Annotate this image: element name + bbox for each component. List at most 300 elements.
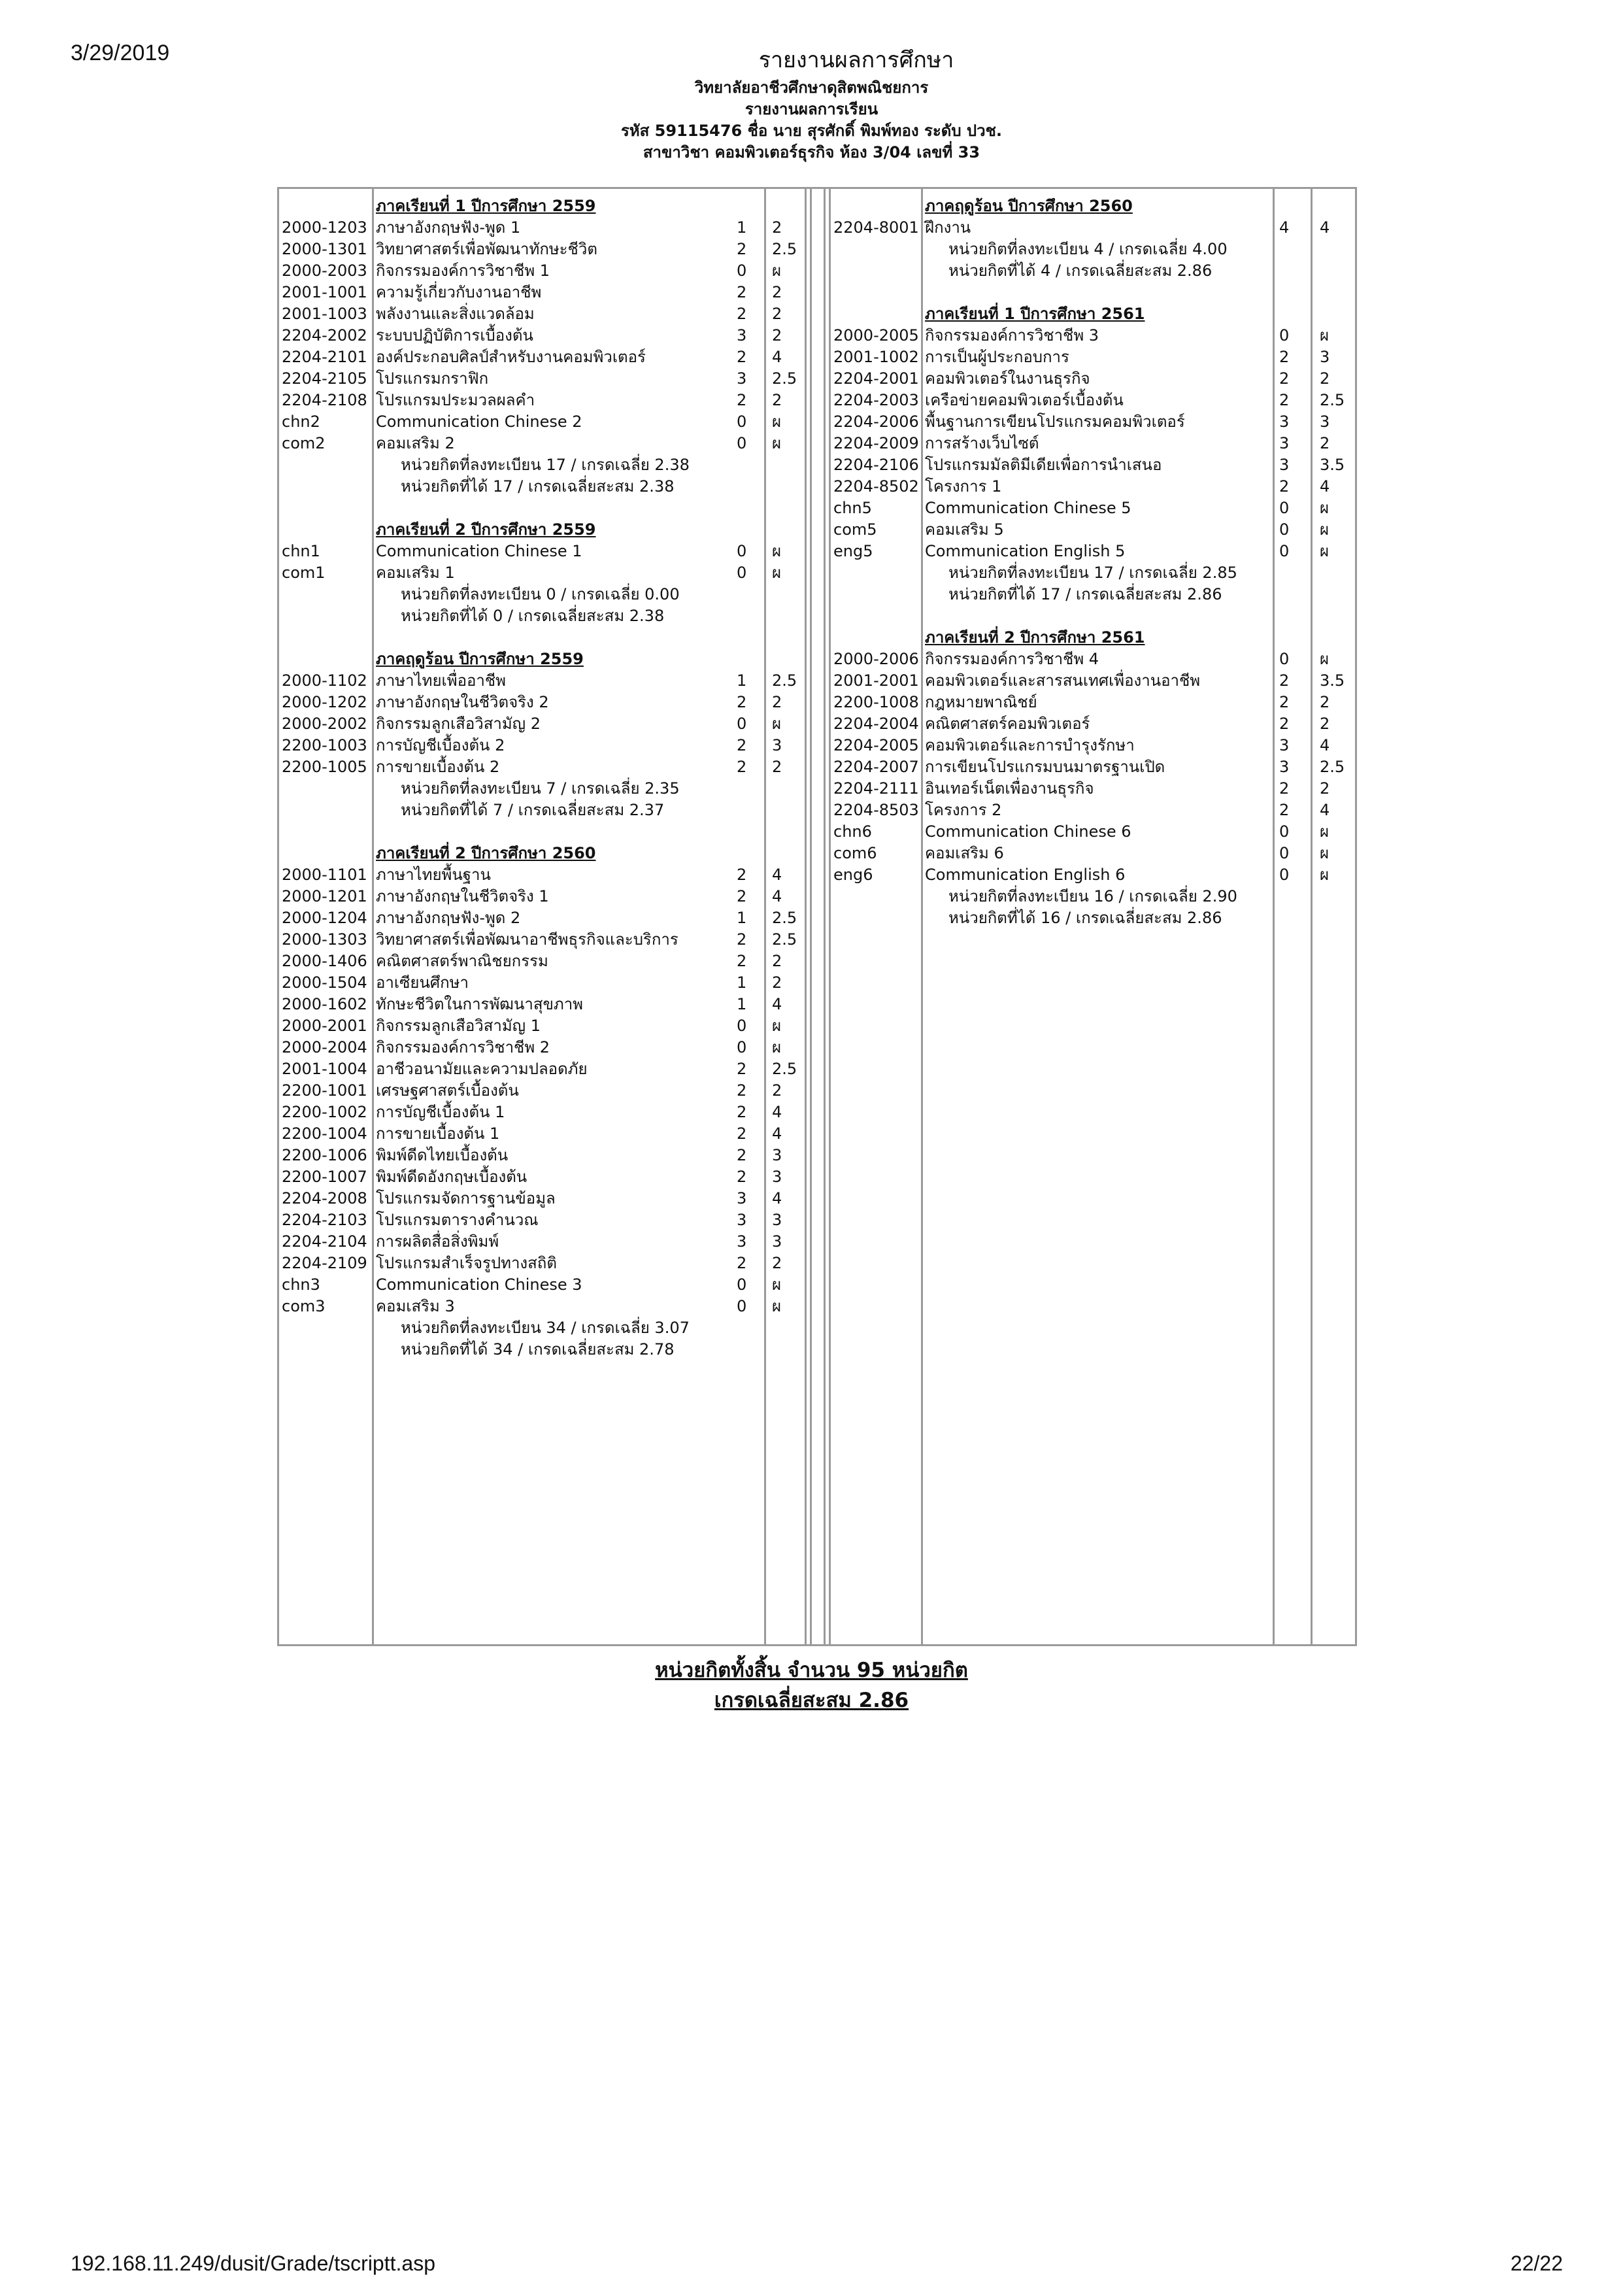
course-credit: 3 — [737, 1211, 747, 1229]
course-code: com5 — [833, 520, 877, 539]
major-info: สาขาวิชา คอมพิวเตอร์ธุรกิจ ห้อง 3/04 เลขที่ 33 — [643, 143, 980, 161]
course-grade: ผ — [772, 1275, 782, 1294]
course-code: 2204-2001 — [833, 369, 919, 388]
course-code: 2001-2001 — [833, 671, 919, 690]
course-name: กิจกรรมลูกเสือวิสามัญ 1 — [376, 1017, 541, 1035]
table-row — [279, 929, 1355, 951]
course-name: กิจกรรมองค์การวิชาชีพ 3 — [925, 326, 1099, 345]
table-row — [279, 303, 1355, 325]
table-row — [279, 994, 1355, 1015]
table-row — [279, 692, 1355, 713]
course-credit: 0 — [737, 1017, 747, 1035]
course-code: chn1 — [282, 542, 320, 560]
course-code: 2200-1004 — [282, 1124, 367, 1143]
table-row — [279, 476, 1355, 498]
course-grade: ผ — [1320, 499, 1330, 517]
course-name: คอมเสริม 1 — [376, 564, 455, 582]
course-grade: ผ — [772, 262, 782, 280]
course-grade: ผ — [1320, 844, 1330, 862]
course-grade: 2.5 — [772, 1060, 797, 1078]
table-row — [279, 1231, 1355, 1253]
course-grade: 2.5 — [772, 909, 797, 927]
course-code: 2001-1003 — [282, 305, 367, 323]
table-row — [279, 843, 1355, 864]
course-name: การบัญชีเบื้องต้น 2 — [376, 736, 505, 754]
course-name: โปรแกรมกราฟิก — [376, 369, 489, 388]
table-row — [279, 735, 1355, 756]
course-code: 2204-2006 — [833, 413, 919, 431]
course-code: chn2 — [282, 413, 320, 431]
course-grade: 2 — [772, 218, 782, 237]
table-row — [279, 864, 1355, 886]
course-credit: 2 — [1279, 715, 1290, 733]
table-row — [279, 433, 1355, 454]
course-credit: 2 — [737, 693, 747, 711]
course-grade: 2 — [1320, 434, 1330, 452]
table-row — [279, 562, 1355, 584]
course-credit: 0 — [1279, 499, 1290, 517]
course-name: โปรแกรมจัดการฐานข้อมูล — [376, 1189, 556, 1207]
transcript-table — [277, 187, 1357, 1646]
course-grade: ผ — [772, 1297, 782, 1315]
table-row — [279, 972, 1355, 994]
table-row — [279, 1274, 1355, 1296]
course-grade: 3 — [772, 736, 782, 754]
total-credits: หน่วยกิตทั้งสิ้น จำนวน 95 หน่วยกิต — [655, 1659, 968, 1682]
course-code: chn3 — [282, 1275, 320, 1294]
semester-summary: หน่วยกิตที่ได้ 17 / เกรดเฉลี่ยสะสม 2.38 — [401, 477, 675, 496]
course-code: 2000-2006 — [833, 650, 919, 668]
course-credit: 2 — [737, 1060, 747, 1078]
course-credit: 3 — [737, 1189, 747, 1207]
course-grade: ผ — [772, 715, 782, 733]
course-grade: 2 — [1320, 693, 1330, 711]
table-row — [279, 1145, 1355, 1166]
semester-summary: หน่วยกิตที่ได้ 17 / เกรดเฉลี่ยสะสม 2.86 — [948, 585, 1222, 603]
course-name: ภาษาอังกฤษในชีวิตจริง 1 — [376, 887, 549, 905]
table-row — [279, 325, 1355, 346]
course-credit: 3 — [737, 1232, 747, 1251]
table-row — [279, 1080, 1355, 1102]
course-credit: 2 — [1279, 477, 1290, 496]
table-row — [279, 821, 1355, 843]
course-code: 2000-1102 — [282, 671, 367, 690]
course-name: การเป็นผู้ประกอบการ — [925, 348, 1069, 366]
course-grade: ผ — [1320, 520, 1330, 539]
course-credit: 2 — [737, 736, 747, 754]
course-code: 2000-1204 — [282, 909, 367, 927]
school-name: วิทยาลัยอาชีวศึกษาดุสิตพณิชยการ — [694, 78, 929, 97]
print-date: 3/29/2019 — [71, 41, 170, 65]
table-row — [279, 756, 1355, 778]
course-name: โครงการ 1 — [925, 477, 1002, 496]
course-credit: 2 — [1279, 348, 1290, 366]
course-credit: 1 — [737, 973, 747, 992]
semester-title: ภาคฤดูร้อน ปีการศึกษา 2560 — [925, 197, 1133, 215]
course-grade: 2 — [772, 305, 782, 323]
course-name: คณิตศาสตร์พาณิชยกรรม — [376, 952, 548, 970]
course-code: 2204-2106 — [833, 456, 919, 474]
course-name: เครือข่ายคอมพิวเตอร์เบื้องต้น — [925, 391, 1124, 409]
course-code: 2204-2004 — [833, 715, 919, 733]
course-code: 2000-1202 — [282, 693, 367, 711]
course-grade: 2 — [772, 391, 782, 409]
table-row — [279, 778, 1355, 800]
course-grade: ผ — [1320, 822, 1330, 841]
course-name: ภาษาไทยเพื่ออาชีพ — [376, 671, 506, 690]
table-row — [279, 1166, 1355, 1188]
course-code: 2000-2005 — [833, 326, 919, 345]
student-info: รหัส 59115476 ชื่อ นาย สุรศักดิ์ พิมพ์ทอง ระดับ ปวช. — [620, 122, 1003, 140]
course-grade: 3.5 — [1320, 456, 1345, 474]
course-credit: 0 — [1279, 650, 1290, 668]
course-name: การขายเบื้องต้น 1 — [376, 1124, 500, 1143]
course-code: 2001-1004 — [282, 1060, 367, 1078]
course-credit: 2 — [737, 1103, 747, 1121]
table-row — [279, 800, 1355, 821]
course-credit: 2 — [1279, 391, 1290, 409]
course-name: ภาษาไทยพื้นฐาน — [376, 866, 491, 884]
course-code: 2000-1303 — [282, 930, 367, 949]
course-code: 2204-2005 — [833, 736, 919, 754]
course-name: กฎหมายพาณิชย์ — [925, 693, 1037, 711]
table-row — [279, 1015, 1355, 1037]
course-credit: 1 — [737, 671, 747, 690]
course-code: 2000-1101 — [282, 866, 367, 884]
course-code: 2000-2001 — [282, 1017, 367, 1035]
course-name: โปรแกรมตารางคำนวณ — [376, 1211, 539, 1229]
course-name: คอมเสริม 2 — [376, 434, 455, 452]
table-row — [279, 886, 1355, 907]
course-grade: 2.5 — [1320, 391, 1345, 409]
course-grade: 2.5 — [772, 930, 797, 949]
course-name: โปรแกรมมัลติมีเดียเพื่อการนำเสนอ — [925, 456, 1162, 474]
course-grade: ผ — [772, 564, 782, 582]
course-code: eng6 — [833, 866, 873, 884]
course-name: กิจกรรมลูกเสือวิสามัญ 2 — [376, 715, 541, 733]
semester-title: ภาคฤดูร้อน ปีการศึกษา 2559 — [376, 650, 584, 668]
course-name: ฝึกงาน — [925, 218, 971, 237]
course-grade: 2.5 — [772, 671, 797, 690]
course-grade: 2 — [772, 758, 782, 776]
course-grade: 3 — [772, 1232, 782, 1251]
course-name: โครงการ 2 — [925, 801, 1002, 819]
table-row — [279, 1209, 1355, 1231]
course-code: 2204-2003 — [833, 391, 919, 409]
table-row — [279, 390, 1355, 411]
course-name: กิจกรรมองค์การวิชาชีพ 2 — [376, 1038, 550, 1056]
course-name: กิจกรรมองค์การวิชาชีพ 4 — [925, 650, 1099, 668]
course-name: ภาษาอังกฤษฟัง-พูด 1 — [376, 218, 521, 237]
course-credit: 0 — [737, 715, 747, 733]
course-grade: 4 — [1320, 218, 1330, 237]
course-credit: 0 — [1279, 822, 1290, 841]
course-credit: 2 — [737, 866, 747, 884]
course-name: อาเซียนศึกษา — [376, 973, 469, 992]
course-credit: 0 — [1279, 326, 1290, 345]
course-credit: 2 — [1279, 369, 1290, 388]
school-header — [0, 77, 1623, 163]
course-credit: 0 — [737, 413, 747, 431]
course-code: 2204-8001 — [833, 218, 919, 237]
course-credit: 2 — [737, 348, 747, 366]
course-code: chn5 — [833, 499, 872, 517]
course-grade: 4 — [1320, 736, 1330, 754]
course-grade: 2.5 — [772, 369, 797, 388]
course-code: 2204-2111 — [833, 779, 919, 798]
course-grade: ผ — [1320, 866, 1330, 884]
course-name: ระบบปฏิบัติการเบื้องต้น — [376, 326, 533, 345]
course-name: ความรู้เกี่ยวกับงานอาชีพ — [376, 283, 542, 301]
course-name: อินเทอร์เน็ตเพื่องานธุรกิจ — [925, 779, 1094, 798]
course-name: พิมพ์ดีดอังกฤษเบื้องต้น — [376, 1168, 527, 1186]
course-credit: 0 — [737, 1297, 747, 1315]
course-code: 2000-1203 — [282, 218, 367, 237]
course-code: 2204-8502 — [833, 477, 919, 496]
table-row — [279, 713, 1355, 735]
course-grade: 2 — [772, 1081, 782, 1100]
course-code: com3 — [282, 1297, 326, 1315]
table-row — [279, 907, 1355, 929]
course-grade: ผ — [772, 434, 782, 452]
course-grade: 4 — [772, 1189, 782, 1207]
course-name: คอมเสริม 6 — [925, 844, 1004, 862]
course-grade: ผ — [1320, 650, 1330, 668]
course-name: คอมพิวเตอร์และการบำรุงรักษา — [925, 736, 1135, 754]
course-grade: 4 — [1320, 477, 1330, 496]
course-code: 2000-1602 — [282, 995, 367, 1013]
course-credit: 2 — [737, 887, 747, 905]
course-name: พลังงานและสิ่งแวดล้อม — [376, 305, 535, 323]
table-row — [279, 217, 1355, 239]
course-credit: 0 — [1279, 520, 1290, 539]
course-credit: 0 — [737, 1275, 747, 1294]
course-grade: 2.5 — [1320, 758, 1345, 776]
course-code: 2000-2003 — [282, 262, 367, 280]
semester-title: ภาคเรียนที่ 1 ปีการศึกษา 2559 — [376, 197, 596, 215]
course-grade: ผ — [772, 1017, 782, 1035]
course-name: วิทยาศาสตร์เพื่อพัฒนาทักษะชีวิต — [376, 240, 597, 258]
course-grade: 4 — [772, 348, 782, 366]
table-row — [279, 368, 1355, 390]
semester-summary: หน่วยกิตที่ได้ 16 / เกรดเฉลี่ยสะสม 2.86 — [948, 909, 1222, 927]
course-code: 2200-1006 — [282, 1146, 367, 1164]
course-name: พิมพ์ดีดไทยเบื้องต้น — [376, 1146, 509, 1164]
course-credit: 2 — [737, 1081, 747, 1100]
course-credit: 1 — [737, 909, 747, 927]
course-grade: 3 — [1320, 348, 1330, 366]
table-row — [279, 1253, 1355, 1274]
course-grade: 2 — [772, 283, 782, 301]
course-name: คอมพิวเตอร์และสารสนเทศเพื่องานอาชีพ — [925, 671, 1201, 690]
course-credit: 2 — [737, 1124, 747, 1143]
course-credit: 1 — [737, 995, 747, 1013]
course-grade: 4 — [772, 995, 782, 1013]
course-name: คณิตศาสตร์คอมพิวเตอร์ — [925, 715, 1090, 733]
course-code: com6 — [833, 844, 877, 862]
course-name: Communication English 5 — [925, 542, 1126, 560]
course-grade: 4 — [1320, 801, 1330, 819]
course-credit: 2 — [737, 952, 747, 970]
table-row — [279, 670, 1355, 692]
course-credit: 2 — [737, 305, 747, 323]
semester-title: ภาคเรียนที่ 2 ปีการศึกษา 2561 — [925, 628, 1145, 647]
course-credit: 1 — [737, 218, 747, 237]
course-code: 2000-1201 — [282, 887, 367, 905]
course-grade: 2 — [772, 693, 782, 711]
course-name: คอมพิวเตอร์ในงานธุรกิจ — [925, 369, 1090, 388]
course-name: Communication Chinese 2 — [376, 413, 582, 431]
course-code: 2204-2008 — [282, 1189, 367, 1207]
course-code: eng5 — [833, 542, 873, 560]
course-grade: 2 — [772, 326, 782, 345]
table-row — [279, 195, 1355, 217]
table-row — [279, 649, 1355, 670]
course-name: องค์ประกอบศิลป์สำหรับงานคอมพิวเตอร์ — [376, 348, 646, 366]
course-code: 2000-1504 — [282, 973, 367, 992]
course-name: วิทยาศาสตร์เพื่อพัฒนาอาชีพธุรกิจและบริการ — [376, 930, 678, 949]
table-row — [279, 1296, 1355, 1317]
semester-summary: หน่วยกิตที่ได้ 4 / เกรดเฉลี่ยสะสม 2.86 — [948, 262, 1213, 280]
semester-title: ภาคเรียนที่ 2 ปีการศึกษา 2560 — [376, 844, 596, 862]
table-row — [279, 1188, 1355, 1209]
course-code: 2204-2103 — [282, 1211, 367, 1229]
table-row — [279, 411, 1355, 433]
course-code: chn6 — [833, 822, 872, 841]
table-row — [279, 1123, 1355, 1145]
semester-summary: หน่วยกิตที่ลงทะเบียน 17 / เกรดเฉลี่ย 2.38 — [401, 456, 690, 474]
table-row — [279, 239, 1355, 260]
course-credit: 0 — [737, 1038, 747, 1056]
course-grade: ผ — [772, 1038, 782, 1056]
course-credit: 2 — [1279, 801, 1290, 819]
course-grade: ผ — [1320, 542, 1330, 560]
course-code: 2204-2105 — [282, 369, 367, 388]
course-code: 2001-1001 — [282, 283, 367, 301]
table-row — [279, 584, 1355, 605]
course-code: 2204-2007 — [833, 758, 919, 776]
course-name: โปรแกรมสำเร็จรูปทางสถิติ — [376, 1254, 557, 1272]
course-grade: 2 — [1320, 369, 1330, 388]
course-grade: 4 — [772, 887, 782, 905]
course-credit: 0 — [737, 434, 747, 452]
table-row — [279, 627, 1355, 649]
course-grade: 2 — [1320, 715, 1330, 733]
course-credit: 2 — [737, 1254, 747, 1272]
course-name: Communication Chinese 1 — [376, 542, 582, 560]
course-code: 2000-1301 — [282, 240, 367, 258]
table-row — [279, 1102, 1355, 1123]
print-url: 192.168.11.249/dusit/Grade/tscriptt.asp — [71, 2252, 435, 2275]
course-name: Communication Chinese 6 — [925, 822, 1131, 841]
course-name: การผลิตสื่อสิ่งพิมพ์ — [376, 1232, 499, 1251]
course-name: คอมเสริม 5 — [925, 520, 1004, 539]
table-row — [279, 1339, 1355, 1360]
table-row — [279, 1058, 1355, 1080]
table-row — [279, 541, 1355, 562]
course-grade: 3.5 — [1320, 671, 1345, 690]
course-name: คอมเสริม 3 — [376, 1297, 455, 1315]
course-code: 2000-2002 — [282, 715, 367, 733]
course-credit: 2 — [1279, 779, 1290, 798]
course-credit: 3 — [1279, 758, 1290, 776]
course-credit: 2 — [1279, 671, 1290, 690]
course-grade: 2 — [772, 973, 782, 992]
course-credit: 0 — [737, 542, 747, 560]
course-credit: 0 — [737, 262, 747, 280]
total-gpa: เกรดเฉลี่ยสะสม 2.86 — [714, 1689, 909, 1712]
course-grade: 2.5 — [772, 240, 797, 258]
semester-summary: หน่วยกิตที่ได้ 34 / เกรดเฉลี่ยสะสม 2.78 — [401, 1340, 675, 1359]
course-credit: 2 — [1279, 693, 1290, 711]
course-credit: 0 — [1279, 844, 1290, 862]
course-name: การสร้างเว็บไซต์ — [925, 434, 1039, 452]
course-code: 2204-2104 — [282, 1232, 367, 1251]
table-row — [279, 1037, 1355, 1058]
course-name: โปรแกรมประมวลผลคำ — [376, 391, 535, 409]
semester-summary: หน่วยกิตที่ลงทะเบียน 17 / เกรดเฉลี่ย 2.85 — [948, 564, 1237, 582]
course-code: 2200-1002 — [282, 1103, 367, 1121]
course-code: 2200-1001 — [282, 1081, 367, 1100]
course-code: 2200-1005 — [282, 758, 367, 776]
course-credit: 2 — [737, 930, 747, 949]
course-name: การบัญชีเบื้องต้น 1 — [376, 1103, 505, 1121]
course-credit: 3 — [737, 326, 747, 345]
course-grade: 4 — [772, 866, 782, 884]
table-row — [279, 260, 1355, 282]
table-row — [279, 1317, 1355, 1339]
course-name: Communication Chinese 5 — [925, 499, 1131, 517]
course-grade: 3 — [772, 1168, 782, 1186]
semester-summary: หน่วยกิตที่ลงทะเบียน 16 / เกรดเฉลี่ย 2.90 — [948, 887, 1237, 905]
course-name: ทักษะชีวิตในการพัฒนาสุขภาพ — [376, 995, 583, 1013]
table-row — [279, 454, 1355, 476]
print-title: รายงานผลการศึกษา — [758, 47, 954, 73]
course-credit: 3 — [737, 369, 747, 388]
course-code: 2204-2009 — [833, 434, 919, 452]
course-code: 2200-1008 — [833, 693, 919, 711]
course-grade: ผ — [772, 542, 782, 560]
course-name: ภาษาอังกฤษฟัง-พูด 2 — [376, 909, 521, 927]
semester-title: ภาคเรียนที่ 1 ปีการศึกษา 2561 — [925, 305, 1145, 323]
course-credit: 2 — [737, 283, 747, 301]
course-credit: 2 — [737, 1168, 747, 1186]
course-credit: 2 — [737, 758, 747, 776]
course-grade: 4 — [772, 1124, 782, 1143]
course-name: Communication English 6 — [925, 866, 1126, 884]
course-grade: 3 — [1320, 413, 1330, 431]
course-credit: 4 — [1279, 218, 1290, 237]
course-code: 2204-2109 — [282, 1254, 367, 1272]
semester-summary: หน่วยกิตที่ได้ 0 / เกรดเฉลี่ยสะสม 2.38 — [401, 607, 665, 625]
course-grade: 2 — [772, 952, 782, 970]
course-credit: 0 — [1279, 542, 1290, 560]
course-code: 2000-1406 — [282, 952, 367, 970]
course-credit: 2 — [737, 1146, 747, 1164]
course-name: อาชีวอนามัยและความปลอดภัย — [376, 1060, 588, 1078]
table-row — [279, 605, 1355, 627]
course-grade: 2 — [772, 1254, 782, 1272]
page-number: 22/22 — [1510, 2252, 1563, 2275]
course-code: 2200-1003 — [282, 736, 367, 754]
table-row — [279, 519, 1355, 541]
course-code: 2001-1002 — [833, 348, 919, 366]
course-code: 2204-2101 — [282, 348, 367, 366]
report-name: รายงานผลการเรียน — [745, 100, 878, 118]
course-name: การเขียนโปรแกรมบนมาตรฐานเปิด — [925, 758, 1165, 776]
course-grade: 3 — [772, 1146, 782, 1164]
course-grade: 4 — [772, 1103, 782, 1121]
